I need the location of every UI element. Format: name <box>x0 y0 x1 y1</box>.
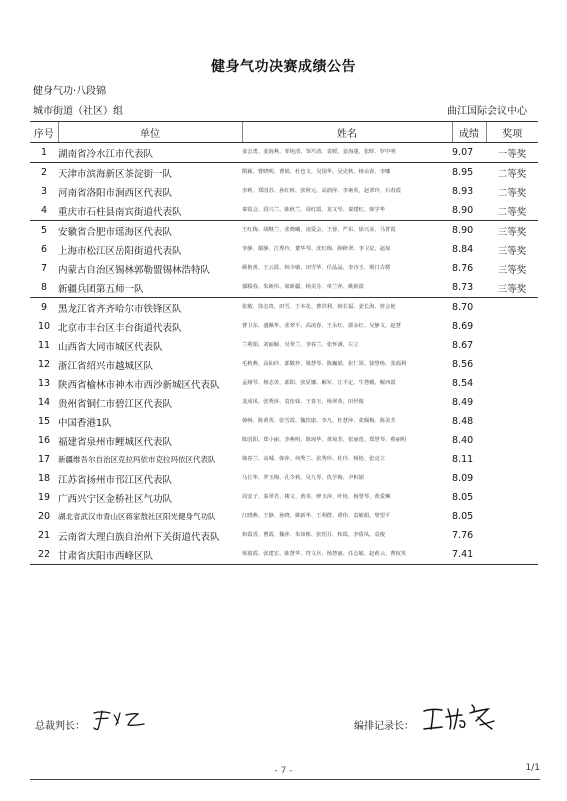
names-cell: 姜志勇、姜海燕、邹艳清、邹巧清、袁媛、姜海蓬、张晖、罗中明 <box>242 149 396 155</box>
award-cell <box>486 431 538 450</box>
score-cell: 8.48 <box>452 416 474 427</box>
unit-cell: 上海市松江区岳阳街道代表队 <box>58 245 182 257</box>
award-cell: 一等奖 <box>497 148 527 160</box>
award-cell <box>486 526 538 545</box>
table-row <box>30 201 538 221</box>
unit-cell: 新疆兵团第五师一队 <box>58 283 144 295</box>
table-row <box>30 182 538 201</box>
page-number: - 7 - <box>274 766 293 776</box>
names-cell: 隋颖、曹晓明、曹娟、杜也文、吴国华、吴克秋、杨余春、李娜 <box>242 163 452 183</box>
unit-cell: 山西省大同市城区代表队 <box>58 341 163 353</box>
names-cell: 孟娅琴、杨志英、郭阳、张显娜、解军、江平定、牛慧娥、解西霞 <box>242 380 396 386</box>
score-cell: 8.49 <box>452 397 474 408</box>
table-row <box>30 374 538 393</box>
unit-cell: 黑龙江省齐齐哈尔市铁锋区队 <box>58 298 242 318</box>
table-row <box>30 278 538 298</box>
score-cell: 8.70 <box>452 298 486 318</box>
unit-cell: 中国香港1队 <box>58 417 112 429</box>
award-cell: 二等奖 <box>486 163 538 183</box>
rank-cell: 11 <box>37 340 51 351</box>
rank-cell: 10 <box>37 321 51 332</box>
award-cell <box>486 374 538 393</box>
rank-cell: 7 <box>40 263 48 274</box>
names-cell: 韩畅、陈黄英、张雪霞、魏饮康、李凡、杜慧萍、张佩梅、陈美芳 <box>242 418 396 424</box>
names-cell: 顾艳黄、王云霞、韩少敏、田雪华、任晶晶、李诗玉、斯日古楞 <box>242 265 391 271</box>
table-row <box>30 336 538 355</box>
score-cell: 8.05 <box>452 492 474 503</box>
award-cell <box>486 393 538 412</box>
table-row <box>30 163 538 183</box>
rank-cell: 3 <box>40 186 48 197</box>
header-award: 奖项 <box>486 122 538 143</box>
venue-name: 曲江国际会议中心 <box>447 106 527 117</box>
unit-cell: 湖北省武汉市青山区蒋家敖社区阳光健身气功队 <box>58 512 216 521</box>
score-cell: 7.76 <box>452 530 474 541</box>
award-cell: 三等奖 <box>497 283 527 295</box>
rank-cell: 12 <box>37 359 51 370</box>
award-cell: 三等奖 <box>497 264 527 276</box>
award-cell: 三等奖 <box>486 221 538 241</box>
award-cell: 三等奖 <box>497 245 527 257</box>
rank-cell: 13 <box>37 378 51 389</box>
names-cell: 马长华、罗玉梅、孔令莉、吴九琴、仇学梅、尹积娟 <box>242 475 364 481</box>
rank-cell: 17 <box>37 454 51 465</box>
award-cell <box>486 298 538 318</box>
unit-cell: 浙江省绍兴市越城区队 <box>58 360 154 372</box>
table-row <box>30 545 538 565</box>
score-cell: 8.09 <box>452 473 474 484</box>
header-rank: 序号 <box>30 122 58 143</box>
unit-cell: 湖南省冷水江市代表队 <box>58 148 154 160</box>
unit-cell: 广西兴宁区金桥社区气功队 <box>58 493 173 505</box>
rank-cell: 8 <box>40 282 48 293</box>
award-cell <box>486 412 538 431</box>
score-cell: 8.11 <box>452 454 474 465</box>
names-cell: 江晓燕、王静、孙晓、姚新华、王利群、谭伟、袁敏娟、黎望平 <box>242 513 391 519</box>
header-score: 成绩 <box>452 122 486 143</box>
score-cell: 7.41 <box>452 545 486 565</box>
award-cell <box>486 469 538 488</box>
score-cell: 8.84 <box>452 244 474 255</box>
table-row <box>30 412 538 431</box>
score-cell: 9.07 <box>452 147 474 158</box>
names-cell: 和霞香、曹霞、魏萍、朱如彬、张绍芬、和霞、李倩凤、袁俊 <box>242 532 386 538</box>
rank-cell: 14 <box>37 397 51 408</box>
chief-judge-label: 总裁判长： <box>35 721 85 732</box>
rank-cell: 20 <box>37 511 51 522</box>
score-cell: 8.69 <box>452 321 474 332</box>
names-cell: 李莉、郑国苏、孙红秋、张秋元、高润萍、李素英、赵翠玲、石春霞 <box>242 188 401 194</box>
names-cell: 龙成凤、张秀萍、袁伍妹、王春玉、杨翠英、田世俊 <box>242 399 364 405</box>
table-row <box>30 469 538 488</box>
unit-cell: 河南省洛阳市涧西区代表队 <box>58 187 173 199</box>
table-row <box>30 393 538 412</box>
score-cell: 8.76 <box>452 263 474 274</box>
award-cell <box>486 488 538 507</box>
table-row <box>30 259 538 278</box>
header-names: 姓名 <box>242 122 452 143</box>
names-cell: 秦霞会、段兴兰、陈秋兰、周红霞、龙文琴、秦建红、韩学华 <box>242 207 386 213</box>
names-cell: 曹卫东、盛佩华、张翠平、高凌春、王永红、郭永红、吴静文、赵慧 <box>242 323 401 329</box>
award-cell <box>486 336 538 355</box>
award-cell <box>486 450 538 469</box>
award-cell: 二等奖 <box>497 206 527 218</box>
unit-cell: 重庆市石柱县南宾街道代表队 <box>58 206 182 218</box>
score-cell: 8.93 <box>452 186 474 197</box>
table-row <box>30 488 538 507</box>
score-cell: 8.40 <box>452 435 474 446</box>
score-cell: 8.54 <box>452 378 474 389</box>
unit-cell: 安徽省合肥市瑶海区代表队 <box>58 221 242 241</box>
table-row <box>30 507 538 526</box>
award-cell <box>486 545 538 565</box>
group-name: 城市街道（社区）组 <box>33 106 123 117</box>
unit-cell: 天津市滨海新区茶淀街一队 <box>58 163 242 183</box>
footer-divider <box>30 779 540 780</box>
table-row <box>30 143 538 163</box>
table-row <box>30 431 538 450</box>
award-cell <box>486 317 538 336</box>
table-row <box>30 317 538 336</box>
names-cell: 韩春兰、高城、韩萍、何秀兰、张秀珍、杜玲、杨艳、张克立 <box>242 456 386 462</box>
table-row <box>30 526 538 545</box>
table-header-row <box>30 122 538 143</box>
unit-cell: 贵州省铜仁市碧江区代表队 <box>58 398 173 410</box>
event-name: 健身气功·八段锦 <box>33 86 107 97</box>
names-cell: 李静、谢静、江秀玲、董华琴、沈红梅、顾秋翠、李卫星、赵琼 <box>242 246 391 252</box>
rank-cell: 5 <box>30 221 58 241</box>
award-cell <box>486 507 538 526</box>
names-cell: 郁腾春、朱新伟、梁新疆、杨美芬、单兰萍、姚新霞 <box>242 284 364 290</box>
names-cell: 毛秋燕、高仙玲、郭敬珍、梁慧琴、陈巍娟、张仁领、徐慧杨、张福利 <box>242 361 407 367</box>
unit-cell: 甘肃省庆阳市西峰区队 <box>58 545 242 565</box>
results-table <box>30 121 538 565</box>
header-unit: 单位 <box>58 122 242 143</box>
rank-cell: 18 <box>37 473 51 484</box>
score-cell: 8.67 <box>452 340 474 351</box>
score-cell: 8.05 <box>452 511 474 522</box>
table-row <box>30 240 538 259</box>
unit-cell: 北京市丰台区丰台街道代表队 <box>58 322 182 334</box>
score-cell: 8.90 <box>452 205 474 216</box>
award-cell: 二等奖 <box>497 187 527 199</box>
rank-cell: 6 <box>40 244 48 255</box>
unit-cell: 江苏省扬州市邗江区代表队 <box>58 474 173 486</box>
page-count: 1/1 <box>525 763 540 773</box>
score-cell: 8.73 <box>452 282 474 293</box>
recorder-label: 编排记录长： <box>354 721 414 732</box>
unit-cell: 福建省泉州市鲤城区代表队 <box>58 436 173 448</box>
rank-cell: 21 <box>37 530 51 541</box>
table-row <box>30 221 538 241</box>
award-cell <box>486 355 538 374</box>
names-cell: 张敏、徐志贵、田雪、王本花、曹洪利、韩长福、姜长海、詹会艳 <box>242 298 452 318</box>
names-cell: 陈国阳、郑小丽、李燕明、陈琼华、黄琼芳、张丽莲、郑慧琴、蔡丽明 <box>242 437 407 443</box>
rank-cell: 2 <box>30 163 58 183</box>
score-cell: 8.95 <box>452 163 486 183</box>
page-title: 健身气功决赛成绩公告 <box>211 59 356 75</box>
names-cell: 王红梅、胡继兰、张晓曦、凌爱会、王蓉、严东、徐兴美、马菁霞 <box>242 221 452 241</box>
rank-cell: 4 <box>40 205 48 216</box>
rank-cell: 16 <box>37 435 51 446</box>
names-cell: 兰利娟、刘丽颖、吴翠兰、李春兰、张怀满、左立 <box>242 342 359 348</box>
table-row <box>30 450 538 469</box>
unit-cell: 新疆维吾尔自治区克拉玛依市克拉玛依区代表队 <box>58 455 216 464</box>
table-row <box>30 298 538 318</box>
rank-cell: 15 <box>37 416 51 427</box>
table-row <box>30 355 538 374</box>
unit-cell: 内蒙古自治区锡林郭勒盟锡林浩特队 <box>58 264 211 276</box>
recorder-signature <box>420 697 500 735</box>
score-cell: 8.56 <box>452 359 474 370</box>
rank-cell: 1 <box>40 147 48 158</box>
rank-cell: 9 <box>30 298 58 318</box>
score-cell: 8.90 <box>452 221 486 241</box>
unit-cell: 云南省大理白族自治州下关街道代表队 <box>58 531 220 543</box>
names-cell: 周安子、秦翠君、楼文、黄英、廖玉萍、叶艳、杨慧琴、黄爱琳 <box>242 494 391 500</box>
rank-cell: 22 <box>30 545 58 565</box>
chief-judge-signature <box>88 703 148 733</box>
names-cell: 梁盈霞、张建宏、陈慧华、符文兵、杨慧丽、任志敏、赵莉云、曹权英 <box>242 545 452 565</box>
unit-cell: 陕西省榆林市神木市西沙新城区代表队 <box>58 379 220 391</box>
rank-cell: 19 <box>37 492 51 503</box>
